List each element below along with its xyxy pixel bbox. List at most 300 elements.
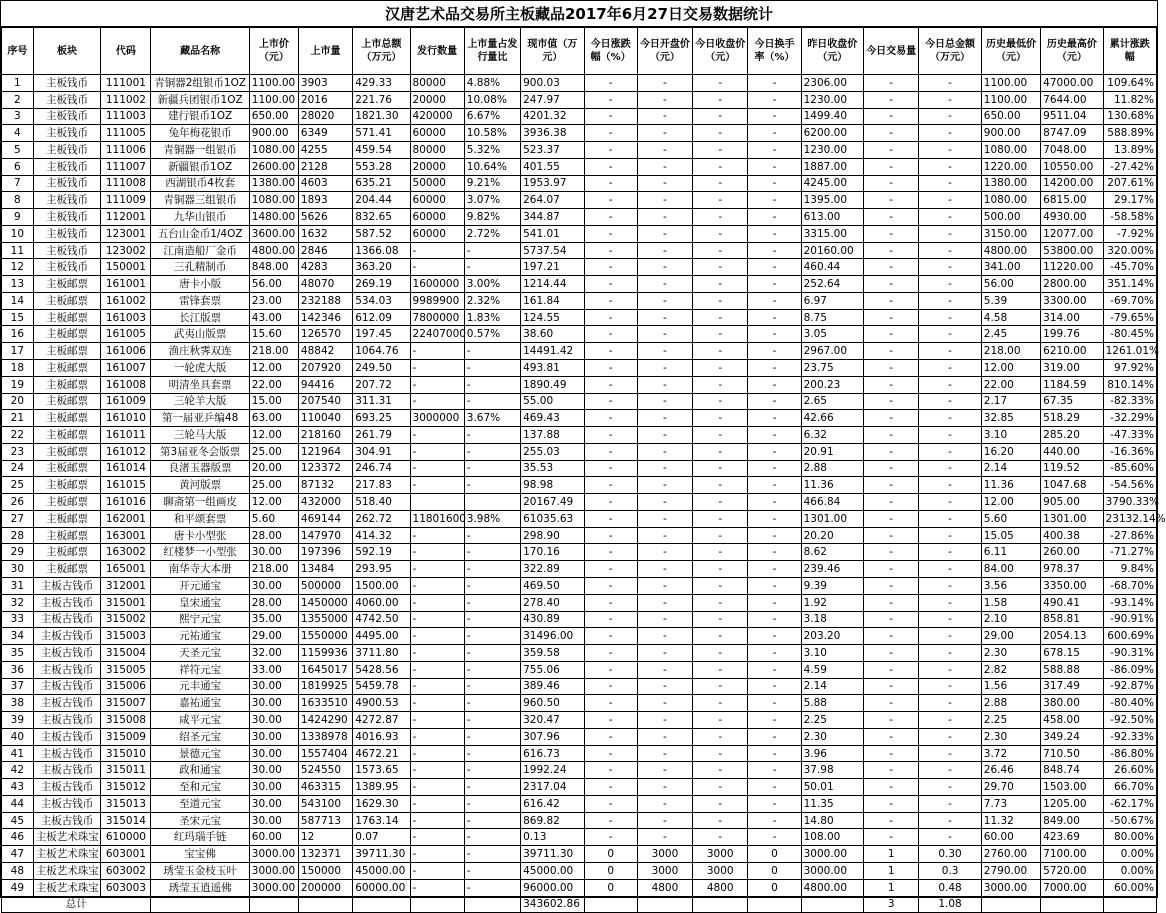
table-cell: 613.00 (801, 209, 863, 226)
table-cell: 长江版票 (151, 309, 249, 326)
table-cell: - (693, 812, 748, 829)
table-cell: 42.66 (801, 410, 863, 427)
table-cell: 94416 (298, 376, 352, 393)
table-cell: -80.45% (1103, 326, 1156, 343)
table-cell: 142346 (298, 309, 352, 326)
table-cell: 678.15 (1041, 645, 1103, 662)
table-cell: 315013 (101, 795, 151, 812)
table-cell: 3.96 (801, 745, 863, 762)
total-cell (584, 896, 637, 913)
table-cell: - (584, 628, 637, 645)
table-cell: -82.33% (1103, 393, 1156, 410)
table-cell: 主板钱币 (33, 259, 101, 276)
table-cell: 50.01 (801, 779, 863, 796)
table-cell: 161002 (101, 292, 151, 309)
table-cell: -54.56% (1103, 477, 1156, 494)
table-cell: 1500.00 (353, 577, 410, 594)
table-cell: - (748, 460, 801, 477)
table-row (2, 259, 1157, 276)
table-cell: 主板邮票 (33, 376, 101, 393)
table-row (2, 427, 1157, 444)
table-cell: - (864, 427, 919, 444)
table-cell: - (637, 829, 692, 846)
table-cell: 45000.00 (353, 862, 410, 879)
table-cell: - (748, 628, 801, 645)
table-cell: 28 (2, 527, 34, 544)
table-cell: 主板古钱币 (33, 611, 101, 628)
table-cell: 30.00 (249, 812, 298, 829)
table-cell: 8 (2, 192, 34, 209)
table-cell: 1301.00 (1041, 510, 1103, 527)
table-cell: 161012 (101, 443, 151, 460)
table-cell: 主板钱币 (33, 142, 101, 159)
table-cell: - (410, 678, 464, 695)
table-cell: 2.25 (981, 712, 1040, 729)
table-cell: - (919, 812, 981, 829)
table-cell: 543100 (298, 795, 352, 812)
table-cell: - (464, 846, 520, 863)
table-cell: 1214.44 (521, 276, 584, 293)
table-cell: 161.84 (521, 292, 584, 309)
table-cell: 主板古钱币 (33, 678, 101, 695)
table-cell: 16.20 (981, 443, 1040, 460)
table-cell: - (584, 376, 637, 393)
table-cell: - (864, 661, 919, 678)
table-cell: 20160.00 (801, 242, 863, 259)
table-cell: 30.00 (249, 712, 298, 729)
table-cell: - (584, 728, 637, 745)
table-cell: 2016 (298, 91, 352, 108)
table-cell: 3.07% (464, 192, 520, 209)
table-cell: 0 (584, 879, 637, 896)
table-cell: 4283 (298, 259, 352, 276)
table-cell: - (637, 343, 692, 360)
table-cell: - (919, 142, 981, 159)
table-cell: 161015 (101, 477, 151, 494)
table-cell: - (748, 158, 801, 175)
table-cell: 132371 (298, 846, 352, 863)
table-row (2, 645, 1157, 662)
table-cell: 3.18 (801, 611, 863, 628)
table-cell: 466.84 (801, 494, 863, 511)
table-cell: - (584, 393, 637, 410)
table-cell: - (864, 326, 919, 343)
table-cell: - (584, 577, 637, 594)
table-cell: - (748, 661, 801, 678)
total-volume: 3 (864, 896, 919, 913)
table-cell: 232188 (298, 292, 352, 309)
table-cell: 312001 (101, 577, 151, 594)
table-cell: 30 (2, 561, 34, 578)
table-cell: - (637, 594, 692, 611)
table-cell: 1821.30 (353, 108, 410, 125)
table-cell: 25 (2, 477, 34, 494)
table-cell: 3000.00 (249, 879, 298, 896)
table-cell: - (410, 812, 464, 829)
table-cell: - (693, 376, 748, 393)
table-cell: - (864, 795, 919, 812)
table-cell: 197.45 (353, 326, 410, 343)
table-cell: - (919, 192, 981, 209)
table-cell: 景德元宝 (151, 745, 249, 762)
table-cell: - (748, 259, 801, 276)
total-cell (801, 896, 863, 913)
table-cell: 1080.00 (249, 192, 298, 209)
table-cell: 青铜器一组银币 (151, 142, 249, 159)
table-cell: - (693, 393, 748, 410)
table-cell: 315007 (101, 695, 151, 712)
table-cell: 1645017 (298, 661, 352, 678)
table-cell: - (693, 460, 748, 477)
table-cell: - (637, 494, 692, 511)
table-cell: 29.00 (981, 628, 1040, 645)
table-cell: - (864, 360, 919, 377)
table-cell: 30.00 (249, 728, 298, 745)
table-cell: - (864, 259, 919, 276)
table-cell: 主板邮票 (33, 527, 101, 544)
table-cell: - (919, 510, 981, 527)
table-cell: 126570 (298, 326, 352, 343)
table-row (2, 209, 1157, 226)
table-cell: - (864, 376, 919, 393)
table-cell: 11.36 (801, 477, 863, 494)
table-cell: 3.05 (801, 326, 863, 343)
table-cell: - (693, 410, 748, 427)
table-cell: 80000 (410, 75, 464, 92)
table-cell: 341.00 (981, 259, 1040, 276)
table-cell: 315006 (101, 678, 151, 695)
table-cell: - (919, 728, 981, 745)
table-cell: 43 (2, 779, 34, 796)
table-cell: 青铜器三组银币 (151, 192, 249, 209)
table-cell: 4245.00 (801, 175, 863, 192)
table-cell: 2790.00 (981, 862, 1040, 879)
table-cell: 主板艺术珠宝 (33, 879, 101, 896)
table-cell: 2.45 (981, 326, 1040, 343)
table-cell: - (748, 209, 801, 226)
table-cell: 440.00 (1041, 443, 1103, 460)
table-cell: 1499.40 (801, 108, 863, 125)
table-cell: 红楼梦一小型张 (151, 544, 249, 561)
table-cell: - (864, 628, 919, 645)
table-cell: 黄河版票 (151, 477, 249, 494)
table-cell: 217.83 (353, 477, 410, 494)
table-cell: 2128 (298, 158, 352, 175)
table-cell: 111001 (101, 75, 151, 92)
table-cell: 第3届亚冬会版票 (151, 443, 249, 460)
table-cell: - (584, 192, 637, 209)
table-cell: 359.58 (521, 645, 584, 662)
table-cell: 96000.00 (521, 879, 584, 896)
table-cell: 主板古钱币 (33, 645, 101, 662)
table-cell: 2.72% (464, 225, 520, 242)
table-cell: 1395.00 (801, 192, 863, 209)
table-row (2, 795, 1157, 812)
table-cell: 307.96 (521, 728, 584, 745)
table-cell: 490.41 (1041, 594, 1103, 611)
table-cell: 主板邮票 (33, 410, 101, 427)
table-cell: - (464, 477, 520, 494)
table-cell: - (864, 645, 919, 662)
table-cell: 458.00 (1041, 712, 1103, 729)
table-cell: - (464, 745, 520, 762)
table-cell: 66.70% (1103, 779, 1156, 796)
table-cell: 349.24 (1041, 728, 1103, 745)
table-cell: 4672.21 (353, 745, 410, 762)
table-cell: 宝宝佛 (151, 846, 249, 863)
table-cell: 6349 (298, 125, 352, 142)
table-row (2, 661, 1157, 678)
total-cell (637, 896, 692, 913)
table-cell: - (864, 544, 919, 561)
table-cell: - (864, 779, 919, 796)
table-cell: 3.67% (464, 410, 520, 427)
table-cell: 344.87 (521, 209, 584, 226)
table-cell: - (864, 192, 919, 209)
table-cell: 3.10 (801, 645, 863, 662)
table-cell: - (464, 460, 520, 477)
table-cell: 161007 (101, 360, 151, 377)
table-cell: - (693, 292, 748, 309)
table-cell: 900.00 (981, 125, 1040, 142)
table-cell: 0 (748, 846, 801, 863)
table-cell: 13.89% (1103, 142, 1156, 159)
table-cell: 22.00 (249, 376, 298, 393)
table-cell: 2.30 (801, 728, 863, 745)
table-cell: 4900.53 (353, 695, 410, 712)
table-cell: 87132 (298, 477, 352, 494)
table-cell: 161006 (101, 343, 151, 360)
table-cell: 15.00 (249, 393, 298, 410)
table-cell: - (748, 779, 801, 796)
table-row (2, 712, 1157, 729)
table-cell: 主板古钱币 (33, 745, 101, 762)
table-cell: 10.64% (464, 158, 520, 175)
table-cell: 1503.00 (1041, 779, 1103, 796)
table-cell: 嘉祐通宝 (151, 695, 249, 712)
table-cell: 1550000 (298, 628, 352, 645)
table-cell: 28020 (298, 108, 352, 125)
table-cell: 1890.49 (521, 376, 584, 393)
table-cell: 1633510 (298, 695, 352, 712)
table-cell: 269.19 (353, 276, 410, 293)
table-row (2, 292, 1157, 309)
table-cell: 1220.00 (981, 158, 1040, 175)
table-cell: 200000 (298, 879, 352, 896)
table-cell: 832.65 (353, 209, 410, 226)
table-cell: - (410, 762, 464, 779)
table-cell: 29 (2, 544, 34, 561)
table-cell: - (693, 225, 748, 242)
table-cell: - (637, 225, 692, 242)
table-cell: 207.72 (353, 376, 410, 393)
table-cell: 1205.00 (1041, 795, 1103, 812)
table-row (2, 125, 1157, 142)
table-cell: 3790.33% (1103, 494, 1156, 511)
table-cell: - (464, 443, 520, 460)
table-cell: 1992.24 (521, 762, 584, 779)
table-cell: - (637, 158, 692, 175)
table-cell: 12 (298, 829, 352, 846)
table-cell: - (410, 477, 464, 494)
table-cell: 389.46 (521, 678, 584, 695)
table-cell: 1953.97 (521, 175, 584, 192)
table-cell: 5459.78 (353, 678, 410, 695)
table-cell: - (637, 812, 692, 829)
table-cell: - (584, 795, 637, 812)
table-cell: 和平颂套票 (151, 510, 249, 527)
table-cell: 260.00 (1041, 544, 1103, 561)
table-cell: - (864, 242, 919, 259)
table-cell: - (919, 175, 981, 192)
table-cell: - (584, 309, 637, 326)
table-cell: 8747.09 (1041, 125, 1103, 142)
table-cell: - (464, 360, 520, 377)
table-cell: 315008 (101, 712, 151, 729)
table-cell: 主板邮票 (33, 360, 101, 377)
table-cell: - (693, 75, 748, 92)
table-cell: 523.37 (521, 142, 584, 159)
table-cell: 5.88 (801, 695, 863, 712)
table-cell: 53800.00 (1041, 242, 1103, 259)
table-cell: 10.08% (464, 91, 520, 108)
table-cell: 315011 (101, 762, 151, 779)
table-cell: - (464, 376, 520, 393)
table-cell: - (584, 276, 637, 293)
table-cell: 1301.00 (801, 510, 863, 527)
table-cell: 848.74 (1041, 762, 1103, 779)
table-cell: - (693, 712, 748, 729)
table-cell: 315005 (101, 661, 151, 678)
table-cell: 1100.00 (981, 91, 1040, 108)
table-cell: - (410, 577, 464, 594)
table-cell: 主板邮票 (33, 427, 101, 444)
table-cell: 主板邮票 (33, 494, 101, 511)
table-cell: 5737.54 (521, 242, 584, 259)
table-cell: - (864, 812, 919, 829)
table-cell: 祥符元宝 (151, 661, 249, 678)
table-cell: - (864, 343, 919, 360)
table-cell: - (693, 91, 748, 108)
table-cell: - (919, 594, 981, 611)
table-cell: - (919, 309, 981, 326)
table-row (2, 728, 1157, 745)
table-cell: 1.58 (981, 594, 1040, 611)
table-cell: 80000 (410, 142, 464, 159)
table-cell: 4060.00 (353, 594, 410, 611)
total-row (2, 896, 1157, 913)
table-cell: 7000.00 (1041, 879, 1103, 896)
table-cell: 主板钱币 (33, 209, 101, 226)
table-cell: - (637, 443, 692, 460)
table-cell: - (693, 242, 748, 259)
table-cell: - (584, 175, 637, 192)
table-cell: - (864, 393, 919, 410)
table-cell: 123372 (298, 460, 352, 477)
table-cell: 1380.00 (981, 175, 1040, 192)
total-cell (693, 896, 748, 913)
table-cell: - (748, 544, 801, 561)
table-cell: - (864, 561, 919, 578)
table-cell: - (748, 527, 801, 544)
table-cell: 6.32 (801, 427, 863, 444)
table-cell: - (748, 142, 801, 159)
table-cell: 政和通宝 (151, 762, 249, 779)
table-cell: 39711.30 (521, 846, 584, 863)
table-cell: 3 (2, 108, 34, 125)
table-row (2, 276, 1157, 293)
table-cell: 35.53 (521, 460, 584, 477)
table-cell: 12.00 (249, 494, 298, 511)
table-cell: 351.14% (1103, 276, 1156, 293)
table-cell: - (464, 561, 520, 578)
table-cell: 285.20 (1041, 427, 1103, 444)
table-cell: 60000 (410, 192, 464, 209)
table-cell: 5 (2, 142, 34, 159)
table-cell: - (410, 628, 464, 645)
table-cell: - (637, 393, 692, 410)
table-cell: 38 (2, 695, 34, 712)
table-cell: - (464, 645, 520, 662)
table-cell: 423.69 (1041, 829, 1103, 846)
table-cell: - (693, 527, 748, 544)
table-cell: - (584, 645, 637, 662)
table-cell: 9.39 (801, 577, 863, 594)
table-cell: - (864, 175, 919, 192)
table-cell: 246.74 (353, 460, 410, 477)
table-cell: -79.65% (1103, 309, 1156, 326)
table-cell: 主板邮票 (33, 276, 101, 293)
table-cell: - (693, 745, 748, 762)
table-cell: - (693, 360, 748, 377)
table-cell: - (637, 745, 692, 762)
table-cell: - (693, 561, 748, 578)
table-cell: 7048.00 (1041, 142, 1103, 159)
table-cell: 4 (2, 125, 34, 142)
table-cell: - (693, 611, 748, 628)
table-cell: 主板邮票 (33, 309, 101, 326)
table-cell: - (919, 661, 981, 678)
table-cell: - (864, 594, 919, 611)
table-cell: - (864, 108, 919, 125)
table-cell: 98.98 (521, 477, 584, 494)
table-cell: 1.92 (801, 594, 863, 611)
table-cell: - (919, 343, 981, 360)
table-cell: - (864, 309, 919, 326)
table-cell: 主板古钱币 (33, 762, 101, 779)
table-cell: - (584, 460, 637, 477)
table-cell: 主板古钱币 (33, 795, 101, 812)
table-cell: 7800000 (410, 309, 464, 326)
table-cell: 315009 (101, 728, 151, 745)
table-cell: 13 (2, 276, 34, 293)
table-cell: 20.00 (249, 460, 298, 477)
table-cell: 主板钱币 (33, 175, 101, 192)
table-cell: 1893 (298, 192, 352, 209)
table-cell: -50.67% (1103, 812, 1156, 829)
table-cell: 2600.00 (249, 158, 298, 175)
table-cell: - (748, 225, 801, 242)
table-cell: 20 (2, 393, 34, 410)
table-cell: 319.00 (1041, 360, 1103, 377)
table-cell: 4255 (298, 142, 352, 159)
table-cell: 6.67% (464, 108, 520, 125)
table-cell: 60.00 (981, 829, 1040, 846)
table-cell: 11.32 (981, 812, 1040, 829)
table-cell: 363.20 (353, 259, 410, 276)
table-cell: 197396 (298, 544, 352, 561)
table-cell: 1080.00 (249, 142, 298, 159)
